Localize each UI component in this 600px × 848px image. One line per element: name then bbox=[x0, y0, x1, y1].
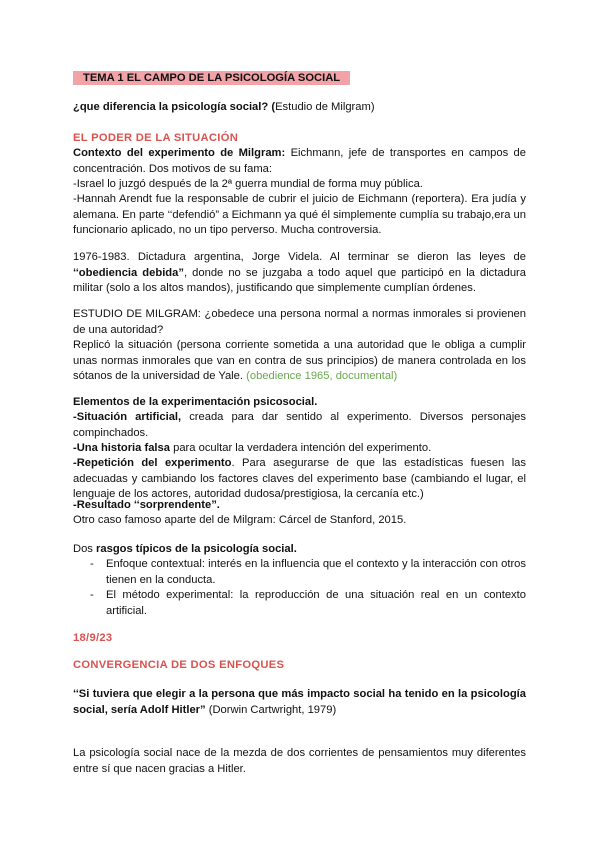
date-heading: 18/9/23 bbox=[73, 632, 113, 644]
section-heading-situation: EL PODER DE LA SITUACIÓN bbox=[73, 132, 239, 144]
element-repetition bbox=[73, 456, 526, 503]
element-situation-text: creada para dar sentido al experimento. Diversos personajes compinchados. bbox=[73, 411, 526, 439]
study-reference: (obedience 1965, documental) bbox=[246, 370, 398, 383]
context-label: Contexto del experimento de Milgram: bbox=[73, 147, 286, 159]
element-repetition-text: . Para asegurarse de que las estadísticas fuesen las adecuadas y cambiando los factores claves del experimento base (cambiando el lugar, el lenguaje de los actores, autoridad dudosa/prestigiosa, la cercanía etc.) bbox=[73, 457, 526, 501]
question-line bbox=[73, 100, 526, 116]
list-item: - Enfoque contextual: interés en la influencia que el contexto y la interacción con otros tienen en la conducta. bbox=[73, 557, 526, 588]
study-text: Replicó la situación (persona corriente sometida a una autoridad que le obliga a cumplir unas normas inmorales que van en contra de sus principios) de manera controlada en los sótanos de la universidad de Yale. bbox=[73, 339, 526, 383]
element-result bbox=[73, 498, 526, 514]
list-item: - El método experimental: la reproducción de una situación real en un contexto artificial. bbox=[73, 588, 526, 619]
element-story-label: -Una historia falsa bbox=[73, 442, 170, 454]
study-paragraph bbox=[73, 338, 526, 385]
elements-heading-text: Elementos de la experimentación psicosocial. bbox=[73, 396, 318, 408]
element-result-label: -Resultado ‘‘sorprendente”. bbox=[73, 499, 220, 511]
traits-list-container bbox=[73, 557, 526, 619]
elements-heading bbox=[73, 395, 526, 411]
context-line-israel: -Israel lo juzgó después de la 2ª guerra mundial de forma muy pública. bbox=[73, 178, 423, 190]
element-story-text: para ocultar la verdadera intención del experimento. bbox=[169, 442, 432, 454]
traits-pre: Dos bbox=[73, 543, 97, 555]
question-bold: ¿que diferencia la psicología social? ( bbox=[73, 101, 276, 113]
quote-bold: ‘‘Si tuviera que elegir a la persona que más impacto social ha tenido en la psicología social, sería Adolf Hitler” bbox=[73, 688, 526, 716]
other-case: Otro caso famoso aparte del de Milgram: Cárcel de Stanford, 2015. bbox=[73, 514, 407, 526]
element-situation-label: -Situación artificial, bbox=[73, 411, 182, 423]
traits-heading bbox=[73, 542, 526, 558]
closing-paragraph: La psicología social nace de la mezda de dos corrientes de pensamientos muy diferentes entre sí que nacen gracias a Hitler. bbox=[73, 747, 526, 775]
element-repetition-label: -Repetición del experimento bbox=[73, 457, 232, 469]
hitler-quote bbox=[73, 687, 526, 718]
traits-list bbox=[73, 557, 526, 619]
argentina-pre: 1976-1983. Dictadura argentina, Jorge Videla. Al terminar se dieron las leyes de bbox=[73, 251, 526, 263]
context-text: Eichmann, jefe de transportes en campos de concentración. Dos motivos de su fama: bbox=[73, 147, 526, 175]
section-heading-convergence: CONVERGENCIA DE DOS ENFOQUES bbox=[73, 659, 285, 671]
quote-source: (Dorwin Cartwright, 1979) bbox=[205, 703, 337, 716]
traits-bold: rasgos típicos de la psicología social. bbox=[96, 543, 297, 555]
title-container bbox=[73, 71, 350, 85]
study-question: ESTUDIO DE MILGRAM: ¿obedece una persona normal a normas inmorales si provienen de una autoridad? bbox=[73, 308, 526, 336]
context-paragraph bbox=[73, 146, 526, 177]
question-rest: Estudio de Milgram) bbox=[275, 101, 375, 113]
element-story bbox=[73, 441, 526, 457]
context-line-arendt: -Hannah Arendt fue la responsable de cubrir el juicio de Eichmann (reportera). Era judía y alemana. En parte ‘‘defendió” a Eichmann ya qué él simplemente cumplía su trabajo,era un funcionario aplicado, no un tipo perverso. Mucha controversia. bbox=[73, 193, 526, 237]
argentina-bold: ‘‘obediencia debida” bbox=[73, 266, 184, 279]
argentina-post: , donde no se juzgaba a todo aquel que participó en la dictadura militar (solo a los altos mandos), justificando que simplemente cumplían órdenes. bbox=[73, 266, 526, 295]
element-situation bbox=[73, 410, 526, 441]
argentina-paragraph bbox=[73, 250, 526, 297]
page-title: TEMA 1 EL CAMPO DE LA PSICOLOGÍA SOCIAL bbox=[73, 71, 350, 85]
